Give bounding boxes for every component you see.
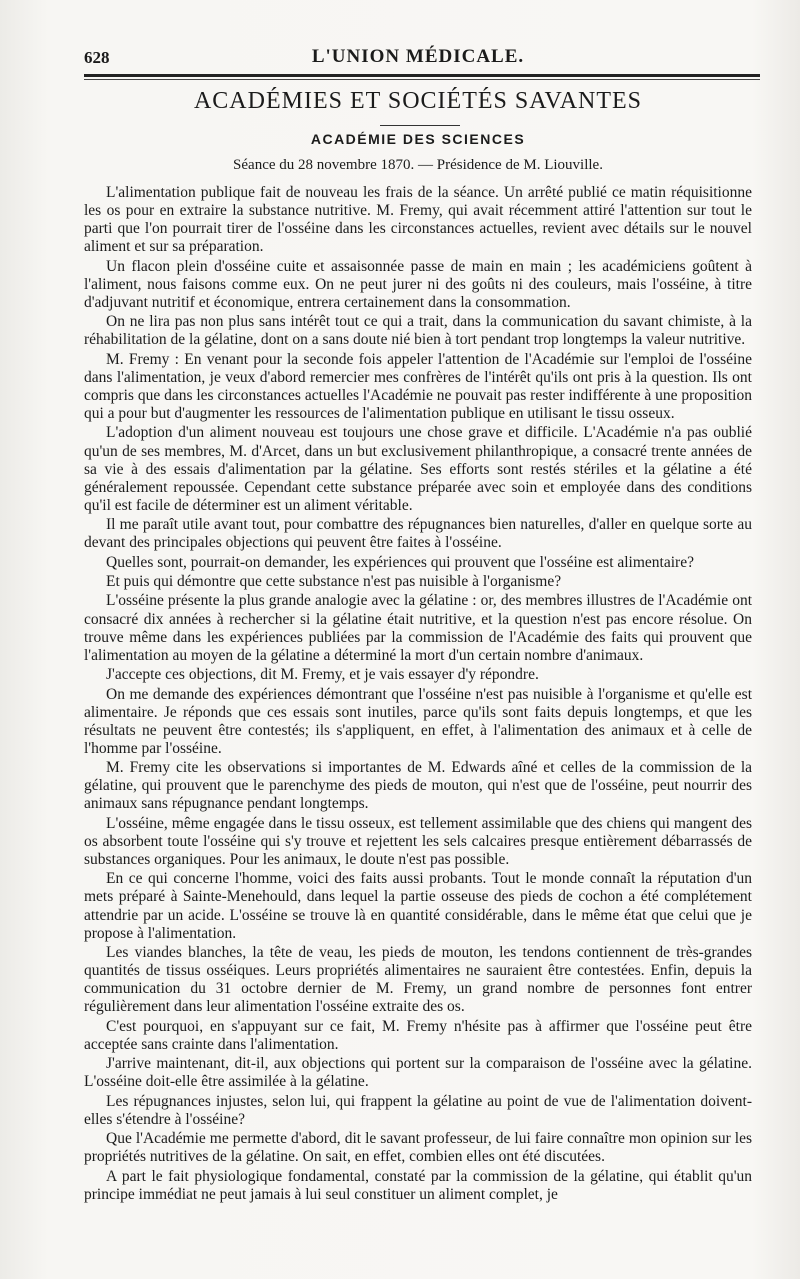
paragraph: On me demande des expériences démontrant que l'osséine n'est pas nuisible à l'organisme et qu'elle est alimentaire. Je réponds que ces essais sont inutiles, parce qu'ils sont faits depuis longtemps, et que les résultats ne peuvent être contestés; ils s'appliquent, en effet, à l'alimentation des animaux et à celle de l'homme par l'osséine.	[84, 685, 752, 757]
paragraph: Il me paraît utile avant tout, pour combattre des répugnances bien naturelles, d'aller en quelque sorte au devant des principales objections qui peuvent être faites à l'osséine.	[84, 516, 752, 552]
paragraph: Les répugnances injustes, selon lui, qui frappent la gélatine au point de vue de l'alimentation doivent-elles s'étendre à l'osséine?	[84, 1092, 752, 1128]
paragraph: J'arrive maintenant, dit-il, aux objections qui portent sur la comparaison de l'osséine avec la gélatine. L'osséine doit-elle être assimilée à la gélatine.	[84, 1055, 752, 1091]
seance-line: Séance du 28 novembre 1870. — Présidence de M. Liouville.	[233, 157, 603, 173]
section-title: ACADÉMIES ET SOCIÉTÉS SAVANTES	[193, 88, 643, 114]
article-body	[84, 184, 752, 1205]
paragraph: Les viandes blanches, la tête de veau, les pieds de mouton, les tendons contiennent de très-grandes quantités de tissus osséiques. Leurs propriétés alimentaires ne sauraient être contestées. Enfin, depuis la communication du 31 octobre dernier de M. Fremy, un grand nombre de personnes font entrer régulièrement dans leur alimentation l'osséine extraite des os.	[84, 944, 752, 1016]
header-rule	[84, 74, 760, 77]
academy-heading: ACADÉMIE DES SCIENCES	[310, 131, 526, 147]
page-number: 628	[84, 48, 110, 67]
paragraph: On ne lira pas non plus sans intérêt tout ce qui a trait, dans la communication du savant chimiste, à la réhabilitation de la gélatine, dont on a sans doute nié bien à tort pendant trop longtemps la valeur nutritive.	[84, 313, 752, 349]
paragraph: J'accepte ces objections, dit M. Fremy, et je vais essayer d'y répondre.	[106, 666, 539, 684]
section-rule	[380, 125, 460, 126]
paragraph: En ce qui concerne l'homme, voici des faits aussi probants. Tout le monde connaît la réputation d'un mets préparé à Sainte-Menehould, dans lequel la partie osseuse des pieds de cochon a été complétement attendrie par un acide. L'osséine se trouve là en quantité considérable, dans le même état que celui que je propose à l'alimentation.	[84, 870, 752, 942]
paragraph: C'est pourquoi, en s'appuyant sur ce fait, M. Fremy n'hésite pas à affirmer que l'osséine peut être acceptée sans crainte dans l'alimentation.	[84, 1017, 752, 1053]
paragraph: L'osséine, même engagée dans le tissu osseux, est tellement assimilable que des chiens qui mangent des os absorbent toute l'osséine qui s'y trouve et rejettent les sels calcaires presque entièrement débarrassés de substances organiques. Pour les animaux, le doute n'est pas possible.	[84, 814, 752, 868]
paragraph: Et puis qui démontre que cette substance n'est pas nuisible à l'organisme?	[106, 573, 562, 591]
paragraph: M. Fremy cite les observations si importantes de M. Edwards aîné et celles de la commission de la gélatine, qui prouvent que le parenchyme des pieds de mouton, qui n'est que de l'osséine, peut nourrir des animaux sans répugnance pendant longtemps.	[84, 759, 752, 813]
running-head	[84, 44, 752, 72]
paragraph: Que l'Académie me permette d'abord, dit le savant professeur, de lui faire connaître mon opinion sur les propriétés nutritives de la gélatine. On sait, en effet, combien elles ont été discutées.	[84, 1130, 752, 1166]
paragraph: Quelles sont, pourrait-on demander, les expériences qui prouvent que l'osséine est alimentaire?	[106, 553, 694, 571]
paragraph: L'adoption d'un aliment nouveau est toujours une chose grave et difficile. L'Académie n'a pas oublié qu'un de ses membres, M. d'Arcet, dans un but exclusivement philanthropique, a consacré trente années de sa vie à des essais d'alimentation par la gélatine. Ses efforts sont restés stériles et la gélatine a été généralement repoussée. Cependant cette substance préparée avec soin et employée dans des conditions qu'il est facile de déterminer est un aliment véritable.	[84, 424, 752, 514]
paragraph: A part le fait physiologique fondamental, constaté par la commission de la gélatine, qui établit qu'un principe immédiat ne peut jamais à lui seul constituer un aliment complet, je	[84, 1167, 752, 1203]
paragraph: L'alimentation publique fait de nouveau les frais de la séance. Un arrêté publié ce matin réquisitionne les os pour en extraire la substance nutritive. M. Fremy, qui avait récemment attiré l'attention sur tout le parti que l'on pourrait tirer de l'osséine dans les circonstances actuelles, revient avec détails sur le nouvel aliment et sur sa préparation.	[84, 184, 752, 256]
paragraph: M. Fremy : En venant pour la seconde fois appeler l'attention de l'Académie sur l'emploi de l'osséine dans l'alimentation, je veux d'abord remercier mes confrères de l'intérêt qu'ils ont pris à la question. Ils ont compris que dans les circonstances actuelles l'Académie ne pouvait pas rester indifférente à une proposition qui a pour but d'augmenter les ressources de l'alimentation publique en utilisant le tissu osseux.	[84, 350, 752, 423]
journal-title: L'UNION MÉDICALE.	[311, 46, 525, 67]
header-rule-thin	[84, 79, 760, 80]
paragraph: Un flacon plein d'osséine cuite et assaisonnée passe de main en main ; les académiciens goûtent à l'aliment, nous faisons comme eux. On ne peut jurer ni des goûts ni des couleurs, mais l'osséine, à titre d'adjuvant nutritif et économique, entrera certainement dans la consommation.	[84, 257, 752, 311]
paragraph: L'osséine présente la plus grande analogie avec la gélatine : or, des membres illustres de l'Académie ont consacré dix années à rechercher si la gélatine était nutritive, et la question n'est pas encore résolue. On trouve même dans les expériences publiées par la commission de l'Académie des faits qui prouvent que l'alimentation au moyen de la gélatine a déterminé la mort d'un certain nombre d'animaux.	[84, 592, 752, 664]
